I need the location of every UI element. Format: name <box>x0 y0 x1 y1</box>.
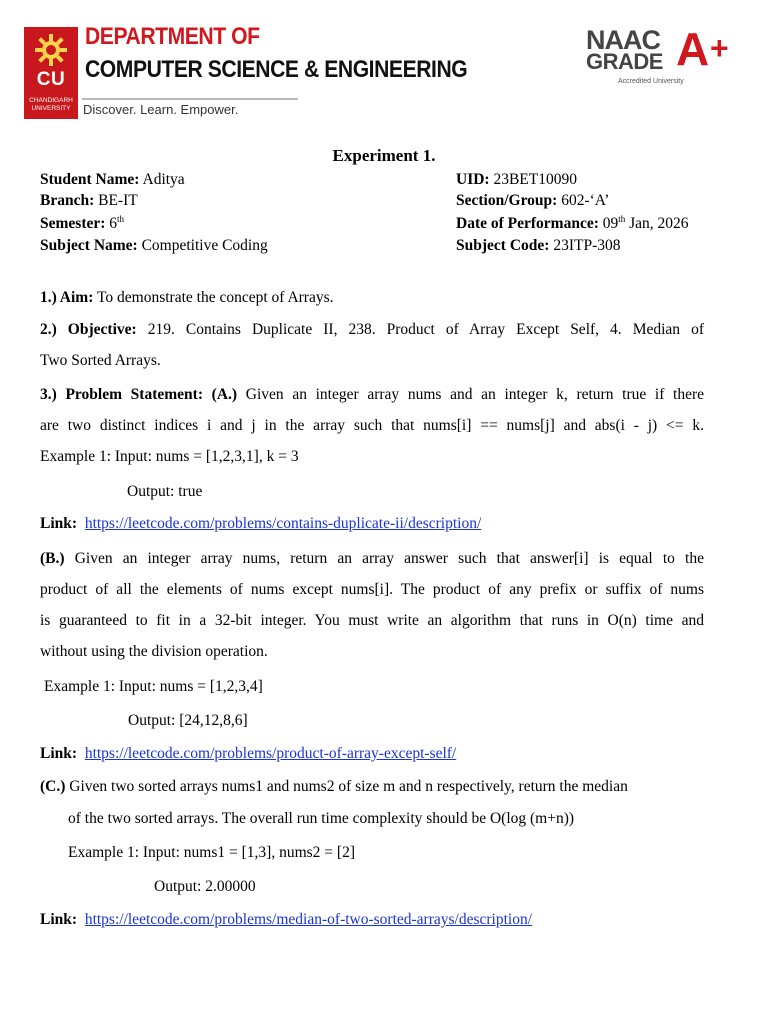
problem-b-line-2: product of all the elements of nums except nums[i]. The product of any prefix or suffix of nums <box>40 581 704 598</box>
naac-badge <box>584 23 744 92</box>
problem-c-link-row: Link: https://leetcode.com/problems/median-of-two-sorted-arrays/description/ <box>40 911 533 928</box>
grade-plus: + <box>710 30 729 66</box>
student-name-field: Student Name: Aditya <box>40 171 185 188</box>
header-divider <box>82 98 298 100</box>
problem-a-line-2: are two distinct indices i and j in the array such that nums[i] == nums[j] and abs(i - j) <= k. <box>40 417 704 434</box>
uid-field: UID: 23BET10090 <box>456 171 577 188</box>
problem-c-line-2: of the two sorted arrays. The overall run time complexity should be O(log (m+n)) <box>68 810 575 827</box>
naac-label: NAAC <box>586 25 660 55</box>
grade-letter: A <box>676 23 710 75</box>
problem-b-output: Output: [24,12,8,6] <box>128 712 248 729</box>
problem-c-line-1: (C.) Given two sorted arrays nums1 and nums2 of size m and n respectively, return the median <box>40 778 628 795</box>
problem-a-link-row: Link: https://leetcode.com/problems/contains-duplicate-ii/description/ <box>40 515 482 532</box>
problem-c-output: Output: 2.00000 <box>154 878 256 895</box>
department-title-line-2: COMPUTER SCIENCE & ENGINEERING <box>85 56 468 83</box>
branch-field: Branch: BE-IT <box>40 192 138 209</box>
problem-a-line-1: 3.) Problem Statement: (A.) Given an integer array nums and an integer k, return true if there <box>40 386 705 403</box>
median-sorted-arrays-link[interactable]: https://leetcode.com/problems/median-of-two-sorted-arrays/description/ <box>84 911 533 928</box>
semester-field: Semester: 6th <box>40 213 125 232</box>
department-title-line-1: DEPARTMENT OF <box>85 23 260 50</box>
section-field: Section/Group: 602-‘A’ <box>456 192 610 209</box>
problem-b-link-row: Link: https://leetcode.com/problems/product-of-array-except-self/ <box>40 745 457 762</box>
tagline: Discover. Learn. Empower. <box>83 102 239 117</box>
problem-b-line-3: is guaranteed to fit in a 32-bit integer. You must write an algorithm that runs in O(n) time and <box>40 612 704 629</box>
experiment-title: Experiment 1. <box>332 146 436 165</box>
date-of-performance-field: Date of Performance: 09th Jan, 2026 <box>456 213 689 232</box>
gear-emblem-icon <box>34 33 68 67</box>
university-logo <box>24 27 78 119</box>
subject-code-field: Subject Code: 23ITP-308 <box>456 237 621 254</box>
grade-label: GRADE <box>586 49 663 74</box>
problem-b-example: Example 1: Input: nums = [1,2,3,4] <box>44 678 263 695</box>
problem-b-line-4: without using the division operation. <box>40 643 268 660</box>
aim-section: 1.) Aim: To demonstrate the concept of Arrays. <box>40 289 334 306</box>
problem-a-example: Example 1: Input: nums = [1,2,3,1], k = 3 <box>40 448 299 465</box>
contains-duplicate-link[interactable]: https://leetcode.com/problems/contains-duplicate-ii/description/ <box>84 515 482 532</box>
logo-initials: CU <box>36 69 66 90</box>
product-except-self-link[interactable]: https://leetcode.com/problems/product-of-array-except-self/ <box>84 745 457 762</box>
objective-line-2: Two Sorted Arrays. <box>40 352 161 369</box>
objective-line-1: 2.) Objective: 219. Contains Duplicate II, 238. Product of Array Except Self, 4. Median of <box>40 321 704 338</box>
subject-name-field: Subject Name: Competitive Coding <box>40 237 268 254</box>
problem-b-line-1: (B.) Given an integer array nums, return an array answer such that answer[i] is equal to the <box>40 550 704 567</box>
logo-university-name: CHANDIGARH UNIVERSITY <box>29 97 73 112</box>
problem-c-example: Example 1: Input: nums1 = [1,3], nums2 = [2] <box>68 844 355 861</box>
accredited-caption: Accredited University <box>618 78 684 85</box>
problem-a-output: Output: true <box>127 483 203 500</box>
